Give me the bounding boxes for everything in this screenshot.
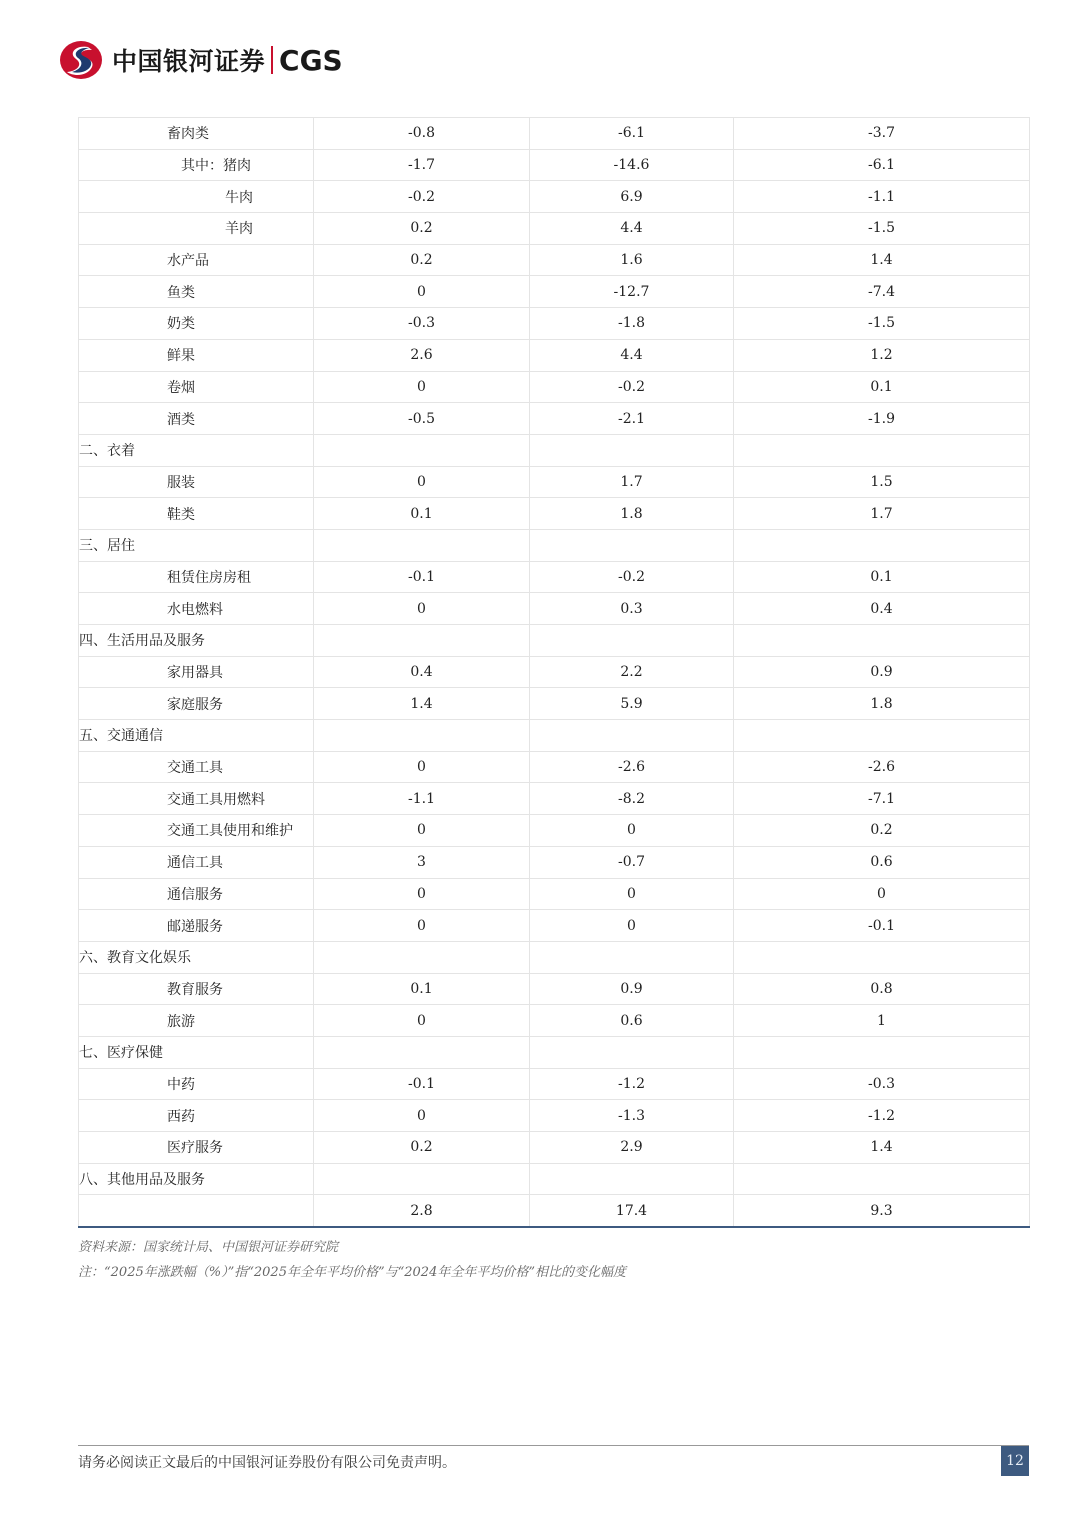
value-cell-1: 0	[314, 1100, 530, 1132]
item-label: 其中：猪肉	[79, 149, 314, 181]
value-cell-2: -0.2	[530, 561, 734, 593]
item-label: 酒类	[79, 403, 314, 435]
value-cell-1: 0	[314, 815, 530, 847]
item-label: 西药	[79, 1100, 314, 1132]
value-cell-2: 1.6	[530, 244, 734, 276]
page-number: 12	[1001, 1446, 1029, 1476]
value-cell-3: -2.6	[734, 751, 1030, 783]
value-cell-2: 2.2	[530, 656, 734, 688]
value-cell-2: -1.3	[530, 1100, 734, 1132]
value-cell-1: 0	[314, 1005, 530, 1037]
value-cell-2: 6.9	[530, 181, 734, 213]
value-cell-2: 0.6	[530, 1005, 734, 1037]
value-cell-3: 0.6	[734, 846, 1030, 878]
table-row	[79, 308, 1030, 340]
table-row	[79, 118, 1030, 150]
cgs-logo-icon	[58, 39, 104, 81]
table-row	[79, 815, 1030, 847]
value-cell-3: 0	[734, 878, 1030, 910]
table-row	[79, 751, 1030, 783]
item-label: 奶类	[79, 308, 314, 340]
value-cell-2	[530, 720, 734, 752]
value-cell-3: 0.1	[734, 561, 1030, 593]
table-row	[79, 878, 1030, 910]
cpi-change-table	[78, 117, 1030, 1228]
value-cell-1: 3	[314, 846, 530, 878]
table-row	[79, 466, 1030, 498]
value-cell-3: 1.8	[734, 688, 1030, 720]
value-cell-2: 2.9	[530, 1132, 734, 1164]
section-row	[79, 941, 1030, 973]
value-cell-1: -0.1	[314, 1068, 530, 1100]
value-cell-1: 0.1	[314, 973, 530, 1005]
value-cell-3: -7.1	[734, 783, 1030, 815]
item-label: 邮递服务	[79, 910, 314, 942]
value-cell-1: -0.8	[314, 118, 530, 150]
value-cell-2: 0.9	[530, 973, 734, 1005]
table-row	[79, 846, 1030, 878]
item-label: 家庭服务	[79, 688, 314, 720]
table-row	[79, 1132, 1030, 1164]
value-cell-2: -14.6	[530, 149, 734, 181]
value-cell-3	[734, 434, 1030, 466]
value-cell-1	[314, 720, 530, 752]
value-cell-2: 0.3	[530, 593, 734, 625]
section-row	[79, 1163, 1030, 1195]
brand-name-en: CGS	[279, 43, 343, 77]
item-label: 四、生活用品及服务	[79, 625, 314, 657]
value-cell-2: -1.2	[530, 1068, 734, 1100]
value-cell-2: 0	[530, 910, 734, 942]
table-row	[79, 910, 1030, 942]
value-cell-1: 0.2	[314, 244, 530, 276]
header	[58, 38, 343, 82]
value-cell-2	[530, 941, 734, 973]
table-row	[79, 688, 1030, 720]
item-label: 租赁住房房租	[79, 561, 314, 593]
value-cell-1: 0	[314, 593, 530, 625]
value-cell-1: 0	[314, 276, 530, 308]
value-cell-3: -6.1	[734, 149, 1030, 181]
value-cell-2: 17.4	[530, 1195, 734, 1227]
value-cell-1: -0.5	[314, 403, 530, 435]
value-cell-2: -8.2	[530, 783, 734, 815]
table-row	[79, 593, 1030, 625]
item-label: 鱼类	[79, 276, 314, 308]
value-cell-3: -1.9	[734, 403, 1030, 435]
item-label: 羊肉	[79, 213, 314, 245]
value-cell-2: -6.1	[530, 118, 734, 150]
table-row	[79, 1100, 1030, 1132]
item-label: 医疗服务	[79, 1132, 314, 1164]
value-cell-1: 2.8	[314, 1195, 530, 1227]
value-cell-1: 0	[314, 371, 530, 403]
value-cell-3: -3.7	[734, 118, 1030, 150]
table-row	[79, 783, 1030, 815]
value-cell-2: -12.7	[530, 276, 734, 308]
value-cell-3: 0.2	[734, 815, 1030, 847]
item-label: 中药	[79, 1068, 314, 1100]
value-cell-2: 0	[530, 815, 734, 847]
value-cell-3	[734, 625, 1030, 657]
source-note: 资料来源：国家统计局、中国银河证券研究院	[78, 1240, 339, 1255]
item-label: 三、居住	[79, 529, 314, 561]
value-cell-2	[530, 434, 734, 466]
value-cell-3	[734, 1163, 1030, 1195]
value-cell-1: 0	[314, 910, 530, 942]
value-cell-2: 4.4	[530, 213, 734, 245]
table-row	[79, 1068, 1030, 1100]
item-label: 教育服务	[79, 973, 314, 1005]
section-row	[79, 529, 1030, 561]
table-row	[79, 149, 1030, 181]
table-row	[79, 1195, 1030, 1227]
value-cell-3: 0.8	[734, 973, 1030, 1005]
value-cell-1: 0.2	[314, 213, 530, 245]
table-row	[79, 561, 1030, 593]
value-cell-2	[530, 1036, 734, 1068]
item-label: 牛肉	[79, 181, 314, 213]
value-cell-3: 1.7	[734, 498, 1030, 530]
table-row	[79, 276, 1030, 308]
table-row	[79, 181, 1030, 213]
value-cell-3: 0.1	[734, 371, 1030, 403]
table-row	[79, 339, 1030, 371]
value-cell-1: 0.1	[314, 498, 530, 530]
definition-note: 注：“2025年涨跌幅（%）”指“2025年全年平均价格”与“2024年全年平均价格”相比的变化幅度	[78, 1265, 626, 1280]
item-label: 水产品	[79, 244, 314, 276]
section-row	[79, 720, 1030, 752]
section-row	[79, 434, 1030, 466]
value-cell-2: -0.2	[530, 371, 734, 403]
value-cell-3: 0.4	[734, 593, 1030, 625]
table-row	[79, 1005, 1030, 1037]
value-cell-1: 2.6	[314, 339, 530, 371]
value-cell-2: 1.7	[530, 466, 734, 498]
item-label: 八、其他用品及服务	[79, 1163, 314, 1195]
table-row	[79, 213, 1030, 245]
item-label: 交通工具使用和维护	[79, 815, 314, 847]
item-label: 鲜果	[79, 339, 314, 371]
item-label: 六、教育文化娱乐	[79, 941, 314, 973]
value-cell-2: -1.8	[530, 308, 734, 340]
item-label: 二、衣着	[79, 434, 314, 466]
value-cell-3	[734, 1036, 1030, 1068]
item-label: 水电燃料	[79, 593, 314, 625]
value-cell-2: -2.1	[530, 403, 734, 435]
brand-separator	[271, 46, 273, 74]
value-cell-3: 1.5	[734, 466, 1030, 498]
item-label: 服装	[79, 466, 314, 498]
value-cell-3: 1.4	[734, 1132, 1030, 1164]
section-row	[79, 1036, 1030, 1068]
value-cell-3: 0.9	[734, 656, 1030, 688]
value-cell-3	[734, 529, 1030, 561]
value-cell-1: 0	[314, 751, 530, 783]
item-label: 家用器具	[79, 656, 314, 688]
value-cell-1	[314, 529, 530, 561]
item-label: 旅游	[79, 1005, 314, 1037]
value-cell-3	[734, 941, 1030, 973]
value-cell-2	[530, 625, 734, 657]
value-cell-3	[734, 720, 1030, 752]
value-cell-1	[314, 1036, 530, 1068]
section-row	[79, 625, 1030, 657]
value-cell-1	[314, 941, 530, 973]
value-cell-1: 0.2	[314, 1132, 530, 1164]
disclaimer-text: 请务必阅读正文最后的中国银河证券股份有限公司免责声明。	[78, 1455, 456, 1471]
table-row	[79, 656, 1030, 688]
value-cell-1: -0.3	[314, 308, 530, 340]
item-label: 卷烟	[79, 371, 314, 403]
table-row	[79, 244, 1030, 276]
item-label	[79, 1195, 314, 1227]
value-cell-2	[530, 529, 734, 561]
value-cell-3: 1.4	[734, 244, 1030, 276]
item-label: 畜肉类	[79, 118, 314, 150]
value-cell-1	[314, 434, 530, 466]
value-cell-1: -1.7	[314, 149, 530, 181]
value-cell-3: -1.2	[734, 1100, 1030, 1132]
value-cell-2: 5.9	[530, 688, 734, 720]
footer-divider	[78, 1445, 1029, 1446]
value-cell-2: 4.4	[530, 339, 734, 371]
item-label: 鞋类	[79, 498, 314, 530]
value-cell-2	[530, 1163, 734, 1195]
table-row	[79, 498, 1030, 530]
value-cell-3: -0.1	[734, 910, 1030, 942]
brand-name-cn: 中国银河证券	[112, 47, 266, 76]
value-cell-1: -0.1	[314, 561, 530, 593]
item-label: 通信服务	[79, 878, 314, 910]
value-cell-3: -0.3	[734, 1068, 1030, 1100]
table-row	[79, 973, 1030, 1005]
value-cell-2: 0	[530, 878, 734, 910]
value-cell-1: -1.1	[314, 783, 530, 815]
value-cell-1: 0	[314, 878, 530, 910]
value-cell-3: 1.2	[734, 339, 1030, 371]
value-cell-1: -0.2	[314, 181, 530, 213]
value-cell-1: 0	[314, 466, 530, 498]
value-cell-1	[314, 1163, 530, 1195]
value-cell-3: 9.3	[734, 1195, 1030, 1227]
value-cell-1: 1.4	[314, 688, 530, 720]
item-label: 五、交通通信	[79, 720, 314, 752]
table-row	[79, 403, 1030, 435]
item-label: 通信工具	[79, 846, 314, 878]
value-cell-3: 1	[734, 1005, 1030, 1037]
value-cell-3: -1.1	[734, 181, 1030, 213]
value-cell-2: -2.6	[530, 751, 734, 783]
table-row	[79, 371, 1030, 403]
value-cell-3: -1.5	[734, 213, 1030, 245]
value-cell-3: -1.5	[734, 308, 1030, 340]
item-label: 交通工具	[79, 751, 314, 783]
item-label: 交通工具用燃料	[79, 783, 314, 815]
value-cell-3: -7.4	[734, 276, 1030, 308]
value-cell-2: 1.8	[530, 498, 734, 530]
item-label: 七、医疗保健	[79, 1036, 314, 1068]
value-cell-1	[314, 625, 530, 657]
value-cell-2: -0.7	[530, 846, 734, 878]
value-cell-1: 0.4	[314, 656, 530, 688]
